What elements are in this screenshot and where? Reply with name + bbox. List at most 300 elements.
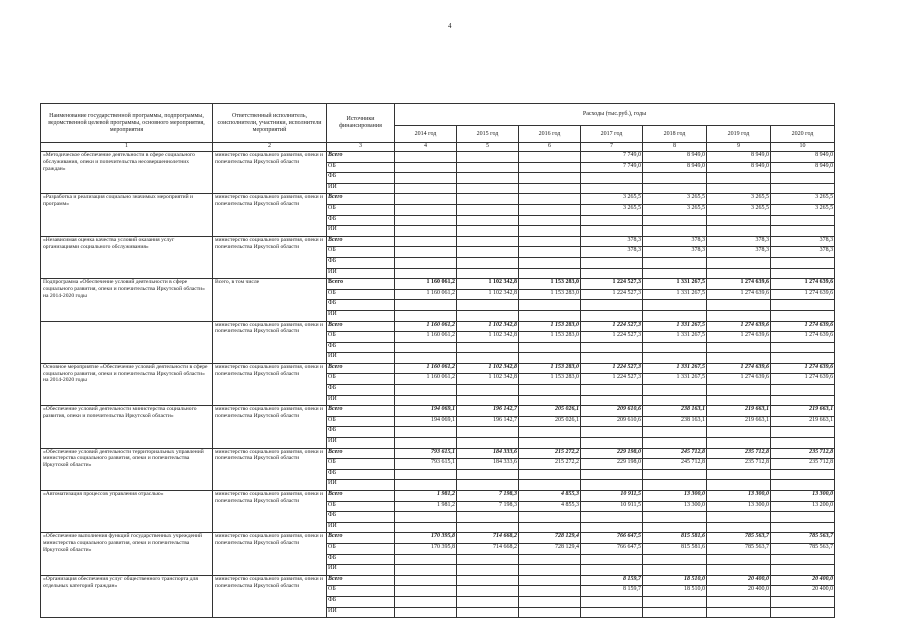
row-value: 1 981,2	[395, 491, 457, 502]
row-value	[457, 300, 519, 311]
row-value	[771, 596, 835, 607]
row-source: ФБ	[327, 300, 395, 311]
row-name: «Обеспечение условий деятельности министерства социального развития, опеки и попечительства Иркутской области»	[41, 406, 213, 448]
row-value	[643, 215, 707, 226]
row-value	[581, 183, 643, 194]
row-value: 229 198,0	[581, 448, 643, 459]
row-value	[581, 512, 643, 523]
row-value: 728 129,4	[519, 533, 581, 544]
row-source: ИИ	[327, 565, 395, 576]
row-value	[395, 268, 457, 279]
row-executor: министерство социального развития, опеки и попечительства Иркутской области	[213, 363, 327, 405]
row-value: 378,3	[581, 247, 643, 258]
row-name: «Автоматизация процессов управления отраслью»	[41, 491, 213, 533]
row-value	[707, 310, 771, 321]
row-value: 219 663,1	[771, 406, 835, 417]
row-value: 1 274 639,6	[771, 279, 835, 290]
row-value	[581, 342, 643, 353]
row-value: 1 274 639,6	[771, 289, 835, 300]
row-value	[395, 194, 457, 205]
row-value	[519, 427, 581, 438]
row-value	[707, 438, 771, 449]
row-value	[519, 247, 581, 258]
row-value: 766 647,5	[581, 543, 643, 554]
row-value	[457, 586, 519, 597]
header-year: 2017 год	[581, 126, 643, 143]
row-value	[395, 427, 457, 438]
row-value	[395, 152, 457, 163]
header-col-index: 5	[457, 143, 519, 152]
row-value	[707, 215, 771, 226]
row-source: ФБ	[327, 512, 395, 523]
row-value: 1 153 283,0	[519, 363, 581, 374]
row-value	[771, 522, 835, 533]
row-value	[395, 480, 457, 491]
row-value	[457, 480, 519, 491]
table-row	[41, 236, 835, 247]
row-value	[707, 257, 771, 268]
row-value	[395, 204, 457, 215]
row-source: ИИ	[327, 395, 395, 406]
row-value: 1 274 639,6	[771, 363, 835, 374]
row-source: ФБ	[327, 596, 395, 607]
row-value	[519, 194, 581, 205]
row-value: 215 272,2	[519, 459, 581, 470]
row-value	[519, 236, 581, 247]
row-value	[519, 226, 581, 237]
table-row	[41, 448, 835, 459]
row-value: 1 153 283,0	[519, 321, 581, 332]
header-col-index: 8	[643, 143, 707, 152]
row-source: ОБ	[327, 162, 395, 173]
row-value: 1 224 527,3	[581, 321, 643, 332]
row-value	[771, 565, 835, 576]
row-value: 1 153 283,0	[519, 289, 581, 300]
row-value	[581, 300, 643, 311]
row-value: 4 855,3	[519, 491, 581, 502]
header-year: 2014 год	[395, 126, 457, 143]
row-value	[581, 226, 643, 237]
row-value	[519, 353, 581, 364]
row-value	[395, 395, 457, 406]
row-source: Всего	[327, 363, 395, 374]
row-value: 219 663,1	[707, 416, 771, 427]
row-value	[707, 469, 771, 480]
row-value	[395, 353, 457, 364]
row-value: 1 274 639,6	[771, 321, 835, 332]
row-value: 1 160 061,2	[395, 363, 457, 374]
row-value: 1 274 639,6	[707, 332, 771, 343]
row-value	[707, 554, 771, 565]
row-value: 378,3	[581, 236, 643, 247]
row-value: 13 200,0	[771, 501, 835, 512]
row-name: Основное мероприятие «Обеспечение условий деятельности в сфере социального развития, опеки и попечительства Иркутской области» на 2014-2020 годы	[41, 363, 213, 405]
table-row	[41, 575, 835, 586]
row-executor: министерство социального развития, опеки и попечительства Иркутской области	[213, 448, 327, 490]
row-value	[519, 204, 581, 215]
row-source: ФБ	[327, 469, 395, 480]
row-value	[519, 215, 581, 226]
header-index-row	[41, 143, 835, 152]
row-value: 3 265,5	[771, 194, 835, 205]
row-value	[771, 438, 835, 449]
row-source: ОБ	[327, 204, 395, 215]
row-value	[457, 194, 519, 205]
row-source: Всего	[327, 194, 395, 205]
table-row	[41, 152, 835, 163]
table-body	[41, 152, 835, 618]
row-value: 209 610,6	[581, 406, 643, 417]
table-header	[41, 104, 835, 152]
row-value: 1 224 527,3	[581, 279, 643, 290]
row-value	[581, 565, 643, 576]
row-value	[395, 469, 457, 480]
row-name	[41, 321, 213, 363]
row-value	[519, 438, 581, 449]
row-value: 1 224 527,3	[581, 332, 643, 343]
row-value	[519, 607, 581, 618]
row-source: ИИ	[327, 310, 395, 321]
row-value	[643, 257, 707, 268]
row-value: 7 198,3	[457, 491, 519, 502]
row-value: 170 395,8	[395, 543, 457, 554]
row-value	[457, 310, 519, 321]
header-col-index: 10	[771, 143, 835, 152]
row-source: Всего	[327, 236, 395, 247]
row-value	[581, 522, 643, 533]
row-executor: министерство социального развития, опеки и попечительства Иркутской области	[213, 194, 327, 236]
row-value	[457, 575, 519, 586]
row-value	[457, 342, 519, 353]
row-value	[457, 596, 519, 607]
row-value	[643, 385, 707, 396]
row-value	[643, 173, 707, 184]
row-name: «Обеспечение выполнения функций государственных учреждений министерства социального развития, опеки и попечительства Иркутской области»	[41, 533, 213, 575]
row-value	[643, 565, 707, 576]
row-value: 18 510,0	[643, 586, 707, 597]
header-year: 2015 год	[457, 126, 519, 143]
row-value	[395, 596, 457, 607]
row-value	[519, 342, 581, 353]
row-source: ИИ	[327, 183, 395, 194]
row-executor: министерство социального развития, опеки и попечительства Иркутской области	[213, 575, 327, 617]
row-value	[643, 310, 707, 321]
header-col-index: 2	[213, 143, 327, 152]
row-source: ФБ	[327, 554, 395, 565]
row-value	[395, 300, 457, 311]
row-value	[581, 607, 643, 618]
row-value	[581, 173, 643, 184]
row-value	[771, 512, 835, 523]
header-col-index: 9	[707, 143, 771, 152]
row-value	[707, 522, 771, 533]
row-value	[395, 247, 457, 258]
row-value	[643, 554, 707, 565]
row-source: ИИ	[327, 353, 395, 364]
row-value	[519, 385, 581, 396]
row-value: 1 274 639,6	[707, 374, 771, 385]
row-value: 1 102 342,8	[457, 289, 519, 300]
row-value	[457, 512, 519, 523]
row-value: 378,3	[643, 247, 707, 258]
row-value: 3 265,5	[771, 204, 835, 215]
row-value	[771, 554, 835, 565]
row-value: 3 265,5	[643, 194, 707, 205]
row-value	[395, 162, 457, 173]
table-row	[41, 491, 835, 502]
row-value	[643, 395, 707, 406]
row-value	[457, 385, 519, 396]
row-executor: министерство социального развития, опеки и попечительства Иркутской области	[213, 406, 327, 448]
page-number: 4	[448, 22, 452, 30]
row-value	[395, 385, 457, 396]
row-value: 378,3	[707, 236, 771, 247]
row-value	[457, 152, 519, 163]
row-value	[519, 300, 581, 311]
row-executor: министерство социального развития, опеки и попечительства Иркутской области	[213, 321, 327, 363]
row-value: 3 265,5	[707, 194, 771, 205]
row-source: ИИ	[327, 268, 395, 279]
row-source: Всего	[327, 152, 395, 163]
row-value: 8 949,0	[643, 162, 707, 173]
row-source: ФБ	[327, 342, 395, 353]
row-name: «Разработка и реализация социально значимых мероприятий и программ»	[41, 194, 213, 236]
row-value	[519, 512, 581, 523]
row-value	[457, 438, 519, 449]
row-name: «Организация обеспечения услуг общественного транспорта для отдельных категорий граждан»	[41, 575, 213, 617]
row-value	[643, 596, 707, 607]
row-value: 196 142,7	[457, 406, 519, 417]
row-value	[581, 554, 643, 565]
row-value	[771, 469, 835, 480]
row-value	[643, 342, 707, 353]
row-value: 194 069,1	[395, 416, 457, 427]
header-year: 2020 год	[771, 126, 835, 143]
table-row	[41, 194, 835, 205]
row-source: ИИ	[327, 438, 395, 449]
row-value	[457, 607, 519, 618]
table-row	[41, 321, 835, 332]
row-value: 1 331 267,5	[643, 363, 707, 374]
row-value	[519, 395, 581, 406]
row-value	[519, 183, 581, 194]
row-value	[707, 183, 771, 194]
row-value	[581, 480, 643, 491]
row-value: 209 610,6	[581, 416, 643, 427]
row-value: 8 949,0	[707, 162, 771, 173]
row-source: ИИ	[327, 522, 395, 533]
row-name: «Обеспечение условий деятельности территориальных управлений министерства социального развития, опеки и попечительства Иркутской области»	[41, 448, 213, 490]
row-value	[395, 183, 457, 194]
row-value: 793 615,1	[395, 448, 457, 459]
row-value: 8 159,7	[581, 586, 643, 597]
row-value: 378,3	[643, 236, 707, 247]
row-value: 219 663,1	[771, 416, 835, 427]
row-value: 205 026,1	[519, 406, 581, 417]
table-row	[41, 533, 835, 544]
row-value	[395, 226, 457, 237]
row-value: 196 142,7	[457, 416, 519, 427]
row-value: 8 949,0	[771, 152, 835, 163]
row-source: Всего	[327, 491, 395, 502]
header-year: 2018 год	[643, 126, 707, 143]
row-value: 1 331 267,5	[643, 321, 707, 332]
row-value	[707, 565, 771, 576]
header-year: 2016 год	[519, 126, 581, 143]
row-value	[707, 480, 771, 491]
row-value: 785 563,7	[771, 543, 835, 554]
row-value	[457, 247, 519, 258]
row-value	[643, 353, 707, 364]
row-value	[519, 257, 581, 268]
row-executor: министерство социального развития, опеки и попечительства Иркутской области	[213, 152, 327, 194]
row-value	[457, 268, 519, 279]
row-value: 1 274 639,6	[771, 332, 835, 343]
row-source: Всего	[327, 321, 395, 332]
row-value: 245 712,8	[643, 459, 707, 470]
row-value: 235 712,8	[707, 459, 771, 470]
row-value	[707, 342, 771, 353]
row-value	[707, 596, 771, 607]
row-value	[643, 607, 707, 618]
row-value: 1 160 061,2	[395, 289, 457, 300]
row-value: 184 333,6	[457, 448, 519, 459]
row-value: 785 563,7	[771, 533, 835, 544]
row-value	[771, 607, 835, 618]
row-value: 20 400,0	[707, 586, 771, 597]
row-value	[395, 310, 457, 321]
row-value	[707, 173, 771, 184]
row-value: 1 153 283,0	[519, 332, 581, 343]
row-source: Всего	[327, 279, 395, 290]
row-value	[395, 522, 457, 533]
row-value	[771, 310, 835, 321]
row-value: 4 855,3	[519, 501, 581, 512]
row-value	[771, 300, 835, 311]
header-col-index: 7	[581, 143, 643, 152]
row-value	[771, 480, 835, 491]
row-value: 1 102 342,8	[457, 321, 519, 332]
row-value	[581, 395, 643, 406]
row-source: ОБ	[327, 501, 395, 512]
row-value: 728 129,4	[519, 543, 581, 554]
row-value: 7 198,3	[457, 501, 519, 512]
row-value: 1 224 527,3	[581, 374, 643, 385]
row-value	[581, 427, 643, 438]
row-value	[519, 565, 581, 576]
row-value	[395, 257, 457, 268]
row-value: 785 563,7	[707, 543, 771, 554]
row-value	[519, 173, 581, 184]
row-value: 378,3	[771, 247, 835, 258]
row-value: 1 102 342,8	[457, 332, 519, 343]
row-value: 7 749,0	[581, 162, 643, 173]
row-value	[519, 152, 581, 163]
row-value	[457, 554, 519, 565]
row-value: 1 102 342,8	[457, 374, 519, 385]
row-value	[519, 522, 581, 533]
row-value: 3 265,5	[581, 194, 643, 205]
row-value	[581, 596, 643, 607]
row-value: 815 581,6	[643, 533, 707, 544]
row-value	[771, 427, 835, 438]
header-col-index: 6	[519, 143, 581, 152]
row-value: 1 224 527,3	[581, 363, 643, 374]
row-value	[643, 183, 707, 194]
row-value: 18 510,0	[643, 575, 707, 586]
row-value	[457, 215, 519, 226]
header-source-col: Источники финансирования	[327, 104, 395, 143]
row-value	[519, 310, 581, 321]
row-value	[581, 268, 643, 279]
row-value: 1 274 639,6	[707, 289, 771, 300]
row-value	[771, 385, 835, 396]
row-value: 238 163,1	[643, 416, 707, 427]
row-value: 1 102 342,8	[457, 279, 519, 290]
row-value: 1 160 061,2	[395, 279, 457, 290]
row-value: 235 712,8	[771, 459, 835, 470]
row-source: Всего	[327, 533, 395, 544]
row-value	[643, 300, 707, 311]
row-value: 13 300,0	[707, 491, 771, 502]
row-value: 1 153 283,0	[519, 279, 581, 290]
row-value: 766 647,5	[581, 533, 643, 544]
row-executor: министерство социального развития, опеки и попечительства Иркутской области	[213, 491, 327, 533]
row-value	[519, 586, 581, 597]
row-value	[519, 162, 581, 173]
row-source: ИИ	[327, 607, 395, 618]
row-value: 13 300,0	[707, 501, 771, 512]
row-value	[771, 226, 835, 237]
table-row	[41, 279, 835, 290]
row-value	[643, 268, 707, 279]
row-value	[581, 353, 643, 364]
row-value: 1 102 342,8	[457, 363, 519, 374]
row-value	[519, 554, 581, 565]
row-value	[457, 257, 519, 268]
row-value: 1 331 267,5	[643, 279, 707, 290]
row-value	[457, 173, 519, 184]
row-value: 1 160 061,2	[395, 374, 457, 385]
row-value	[519, 480, 581, 491]
row-source: ОБ	[327, 289, 395, 300]
row-value	[707, 512, 771, 523]
row-value	[519, 575, 581, 586]
row-value	[707, 427, 771, 438]
row-value: 8 949,0	[643, 152, 707, 163]
row-value: 13 300,0	[643, 501, 707, 512]
row-value	[457, 236, 519, 247]
row-value	[771, 257, 835, 268]
row-value	[395, 173, 457, 184]
row-value: 1 160 061,2	[395, 332, 457, 343]
row-source: ОБ	[327, 416, 395, 427]
row-value	[395, 586, 457, 597]
row-value	[707, 385, 771, 396]
row-value: 1 331 267,5	[643, 332, 707, 343]
row-value	[457, 204, 519, 215]
row-value	[771, 353, 835, 364]
row-value	[395, 565, 457, 576]
row-value: 170 395,8	[395, 533, 457, 544]
row-value: 3 265,5	[643, 204, 707, 215]
row-value	[395, 607, 457, 618]
row-value	[457, 522, 519, 533]
row-value: 1 981,2	[395, 501, 457, 512]
row-value	[581, 257, 643, 268]
row-value	[581, 438, 643, 449]
row-value	[457, 226, 519, 237]
